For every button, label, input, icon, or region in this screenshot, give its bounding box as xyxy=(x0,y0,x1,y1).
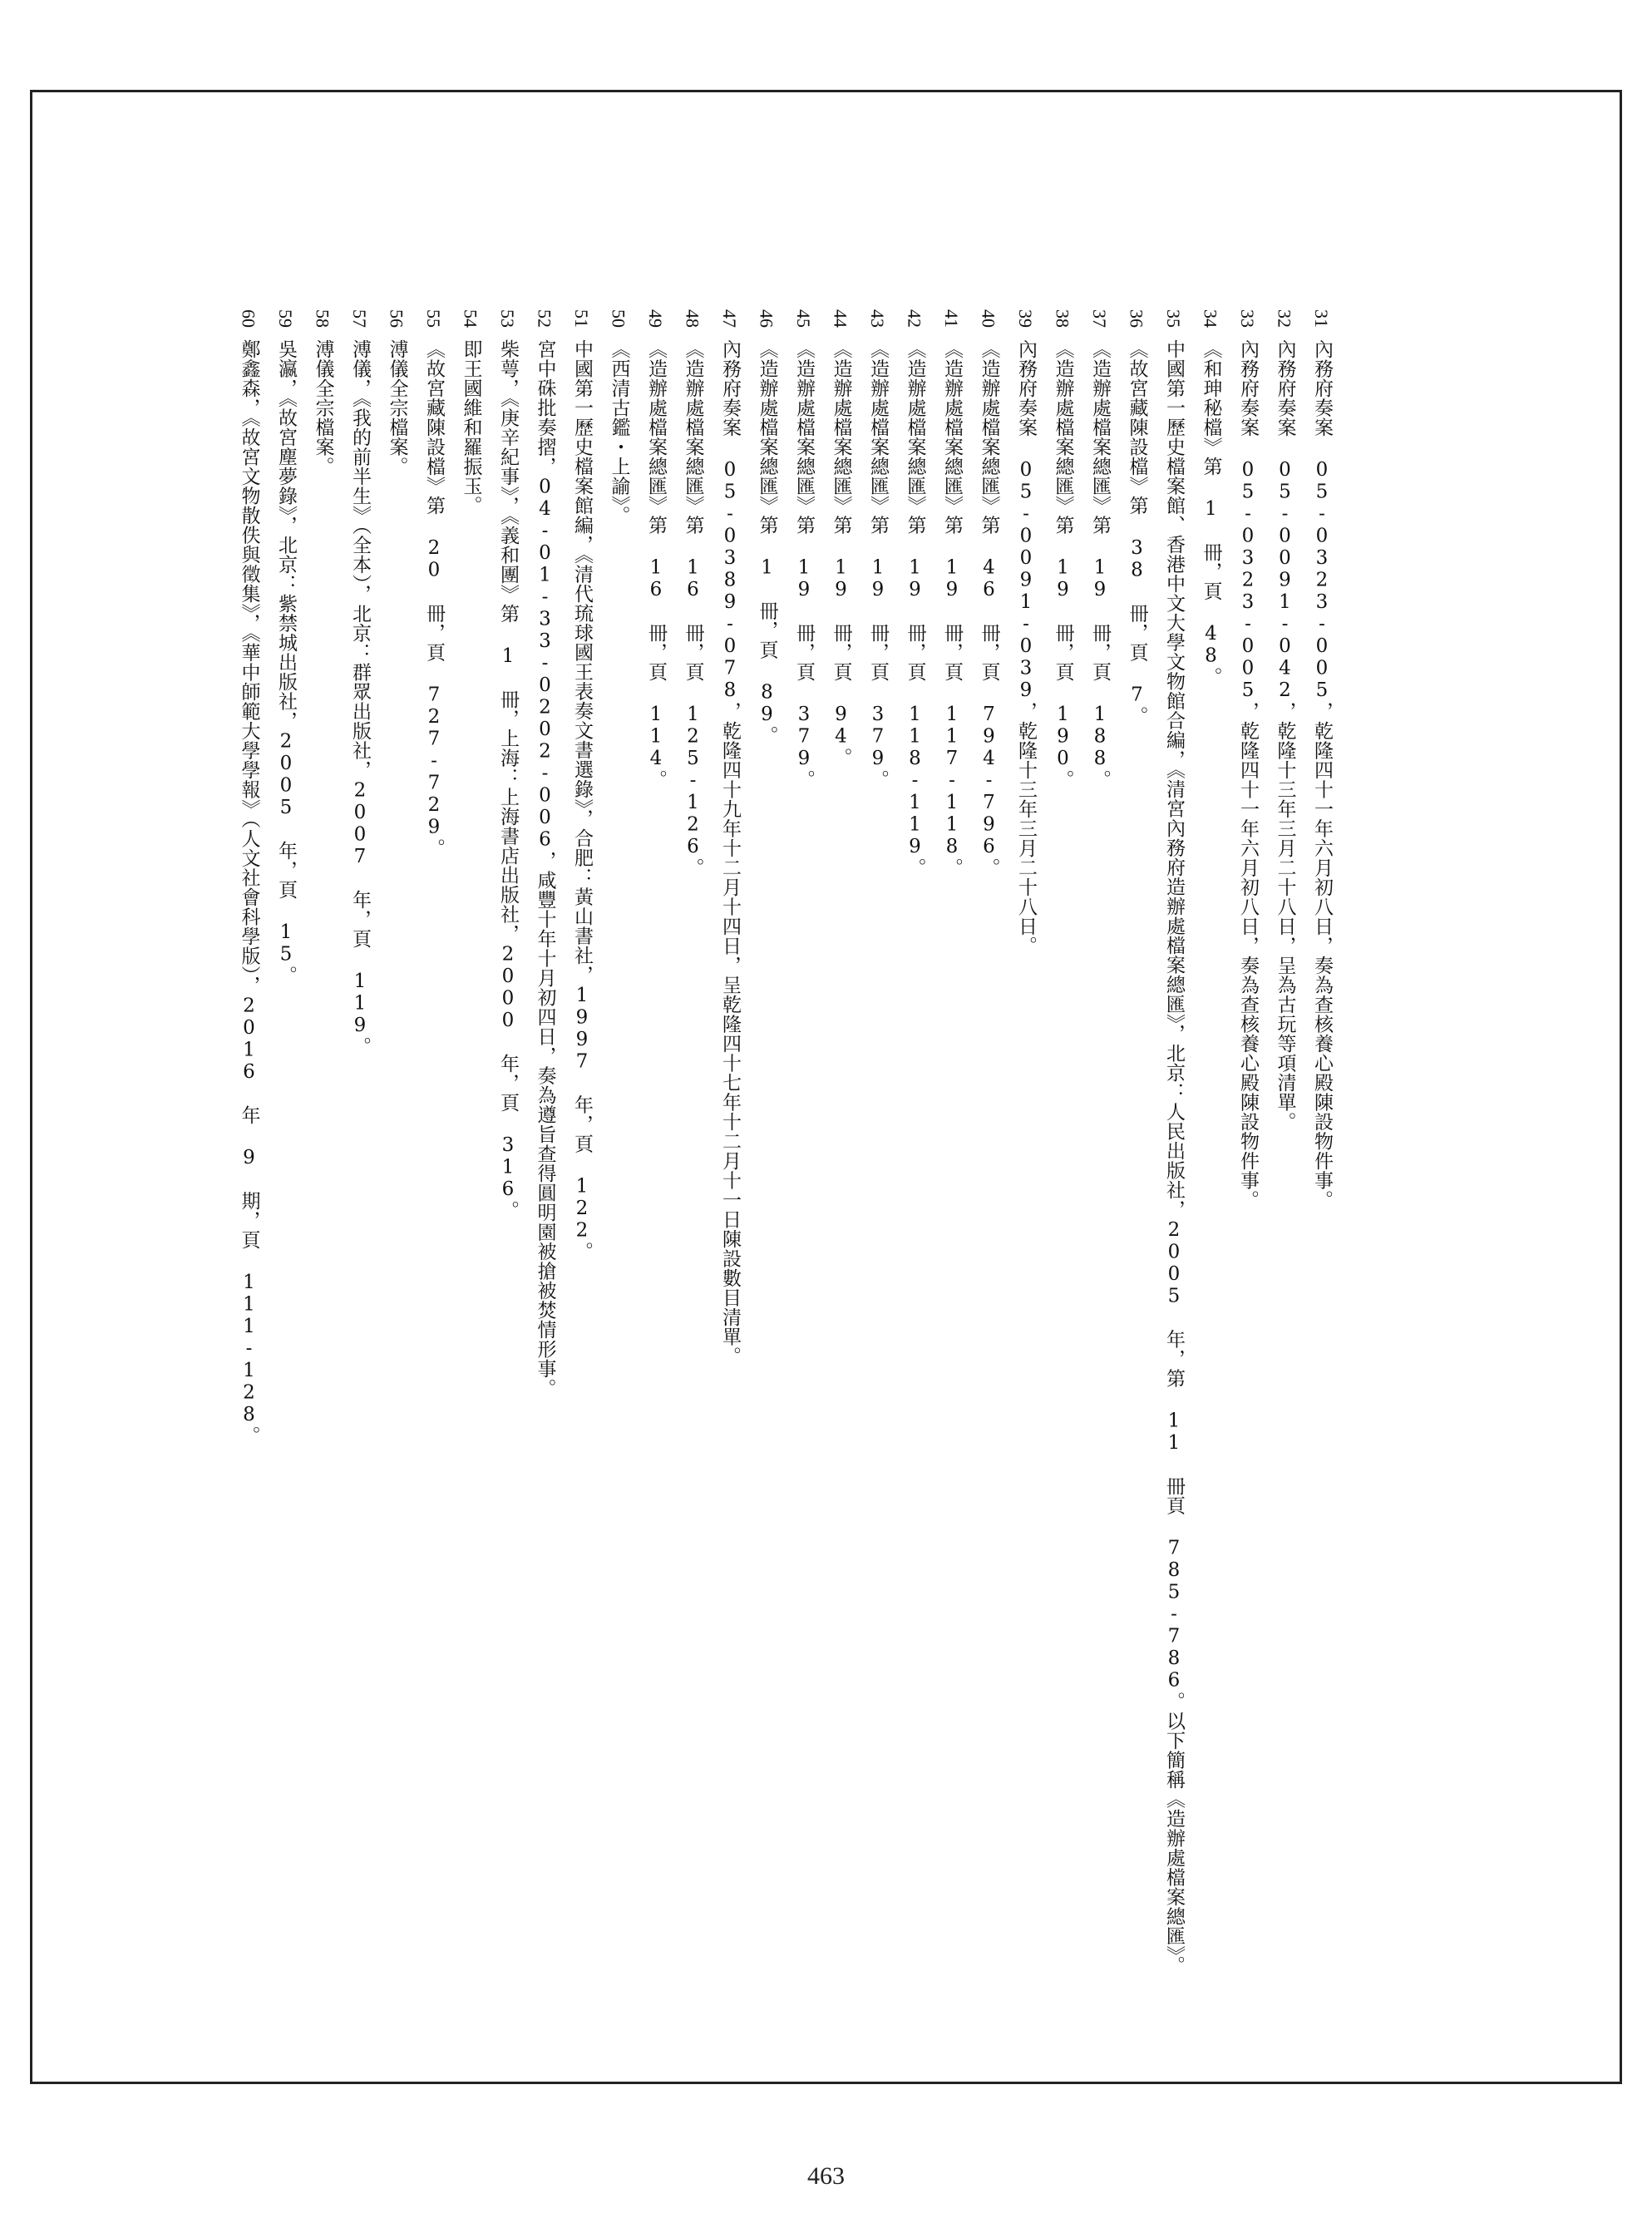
endnote-number: 54 xyxy=(460,309,481,328)
endnote xyxy=(567,309,596,1790)
endnote-number: 35 xyxy=(1163,309,1184,328)
endnote-text: 內務府奏案 05-0091-039，乾隆十三年三月二十八日。 xyxy=(1015,339,1037,956)
endnote-number: 55 xyxy=(423,309,444,328)
endnote xyxy=(456,309,486,1790)
endnote xyxy=(234,309,264,1790)
endnote xyxy=(863,309,892,1790)
endnote-number: 38 xyxy=(1052,309,1073,328)
endnote-number: 31 xyxy=(1311,309,1332,328)
endnote xyxy=(715,309,744,1790)
endnote xyxy=(1122,309,1151,1790)
endnote-number: 37 xyxy=(1089,309,1110,328)
endnote xyxy=(1270,309,1299,1790)
endnote-text: 《造辦處檔案總匯》第 46 冊，頁 794-796。 xyxy=(978,339,1000,877)
endnote-text: 中國第一歷史檔案館編，《清代琉球國王表奏文書選錄》，合肥：黃山書社，1997 年，頁 122。 xyxy=(571,339,593,1262)
endnote xyxy=(345,309,374,1790)
page-number: 463 xyxy=(807,2162,845,2190)
endnote-number: 50 xyxy=(608,309,629,328)
endnote-number: 39 xyxy=(1015,309,1036,328)
endnote-text: 《造辦處檔案總匯》第 19 冊，頁 118-119。 xyxy=(904,339,926,877)
endnotes-list xyxy=(234,309,1337,1975)
endnote xyxy=(974,309,1004,1790)
endnote xyxy=(1233,309,1262,1790)
endnote-number: 51 xyxy=(571,309,592,328)
endnote-text: 《和珅秘檔》第 1 冊，頁 48。 xyxy=(1200,339,1222,687)
endnote-text: 《故宮藏陳設檔》第 38 冊，頁 7。 xyxy=(1126,339,1148,726)
endnote xyxy=(1159,309,1188,1975)
endnote xyxy=(271,309,300,1790)
endnote-text: 柴萼，《庚辛紀事》，《義和團》第 1 冊，上海：上海書店出版社，2000 年，頁 316。 xyxy=(497,339,519,1220)
endnote-text: 《造辦處檔案總匯》第 19 冊，頁 379。 xyxy=(867,339,889,789)
endnote xyxy=(641,309,670,1790)
endnote-text: 《西清古鑑・上諭》。 xyxy=(608,339,630,526)
endnote-number: 58 xyxy=(312,309,333,328)
endnote-text: 《造辦處檔案總匯》第 19 冊，頁 188。 xyxy=(1089,339,1111,789)
endnote-text: 內務府奏案 05-0323-005，乾隆四十一年六月初八日，奏為查核養心殿陳設物件事。 xyxy=(1311,339,1333,1210)
endnote-text: 溥儀全宗檔案。 xyxy=(312,339,334,477)
endnote-number: 60 xyxy=(238,309,259,328)
endnote-text: 《造辦處檔案總匯》第 19 冊，頁 190。 xyxy=(1052,339,1074,789)
endnote-number: 59 xyxy=(275,309,296,328)
endnote xyxy=(1196,309,1225,1790)
endnote-number: 32 xyxy=(1274,309,1295,328)
endnote xyxy=(419,309,448,1790)
endnote-text: 即王國維和羅振玉。 xyxy=(460,339,482,516)
endnote-text: 鄭鑫森，《故宮文物散佚與徵集》，《華中師範大學學報》（人文社會科學版），2016 年 9 期，頁 111-128。 xyxy=(238,339,260,1445)
endnote-number: 40 xyxy=(978,309,999,328)
endnote-text: 《造辦處檔案總匯》第 16 冊，頁 114。 xyxy=(645,339,667,789)
endnote-text: 中國第一歷史檔案館、香港中文大學文物館合編，《清宮內務府造辦處檔案總匯》，北京：人民出版社，2005 年，第 11 冊頁 785-786。以下簡稱《造辦處檔案總匯》。 xyxy=(1163,339,1185,1975)
endnote-text: 宮中硃批奏摺，04-01-33-0202-006，咸豐十年十月初四日，奏為遵旨查得圓明園被搶被焚情形事。 xyxy=(534,339,556,1398)
endnote-number: 52 xyxy=(534,309,555,328)
endnote xyxy=(1011,309,1040,1790)
endnote-number: 56 xyxy=(386,309,407,328)
endnote-number: 33 xyxy=(1237,309,1258,328)
endnote xyxy=(1307,309,1336,1790)
endnote xyxy=(900,309,930,1790)
endnote xyxy=(604,309,634,1790)
endnote-number: 41 xyxy=(941,309,962,328)
endnote-number: 57 xyxy=(349,309,370,328)
endnote xyxy=(937,309,966,1790)
endnote-text: 《造辦處檔案總匯》第 19 冊，頁 94。 xyxy=(830,339,852,768)
endnote xyxy=(789,309,818,1790)
endnote xyxy=(752,309,782,1790)
endnote xyxy=(382,309,412,1790)
endnote-text: 《故宮藏陳設檔》第 20 冊，頁 727-729。 xyxy=(423,339,445,858)
endnote-text: 內務府奏案 05-0091-042，乾隆十三年三月二十八日，呈為古玩等項清單。 xyxy=(1274,339,1296,1132)
endnote-number: 43 xyxy=(867,309,888,328)
endnote-text: 溥儀全宗檔案。 xyxy=(386,339,408,477)
endnote-number: 46 xyxy=(756,309,777,328)
endnote-number: 47 xyxy=(719,309,740,328)
endnote-text: 《造辦處檔案總匯》第 19 冊，頁 117-118。 xyxy=(941,339,963,877)
endnote xyxy=(308,309,338,1790)
endnote xyxy=(678,309,708,1790)
endnote-number: 34 xyxy=(1200,309,1221,328)
endnote-number: 36 xyxy=(1126,309,1147,328)
endnote-text: 溥儀，《我的前半生》（全本），北京：群眾出版社，2007 年，頁 119。 xyxy=(349,339,371,1056)
endnote-text: 《造辦處檔案總匯》第 16 冊，頁 125-126。 xyxy=(682,339,704,877)
endnote-number: 42 xyxy=(904,309,925,328)
endnote-number: 45 xyxy=(793,309,814,328)
endnote xyxy=(826,309,856,1790)
endnote xyxy=(1048,309,1077,1790)
endnote-text: 內務府奏案 05-0389-078，乾隆四十九年十二月十四日，呈乾隆四十七年十二月十一日陳設數目清單。 xyxy=(719,339,741,1366)
endnote xyxy=(1085,309,1114,1790)
endnote-text: 《造辦處檔案總匯》第 1 冊，頁 89。 xyxy=(756,339,778,745)
endnote-number: 48 xyxy=(682,309,703,328)
endnote-number: 53 xyxy=(497,309,518,328)
endnote-text: 《造辦處檔案總匯》第 19 冊，頁 379。 xyxy=(793,339,815,789)
endnote-number: 44 xyxy=(830,309,851,328)
endnote-text: 內務府奏案 05-0323-005，乾隆四十一年六月初八日，奏為查核養心殿陳設物件事。 xyxy=(1237,339,1259,1210)
endnote-number: 49 xyxy=(645,309,666,328)
endnote xyxy=(493,309,522,1790)
endnote xyxy=(530,309,560,1790)
endnote-text: 吳瀛，《故宮塵夢錄》，北京：紫禁城出版社，2005 年，頁 15。 xyxy=(275,339,297,986)
